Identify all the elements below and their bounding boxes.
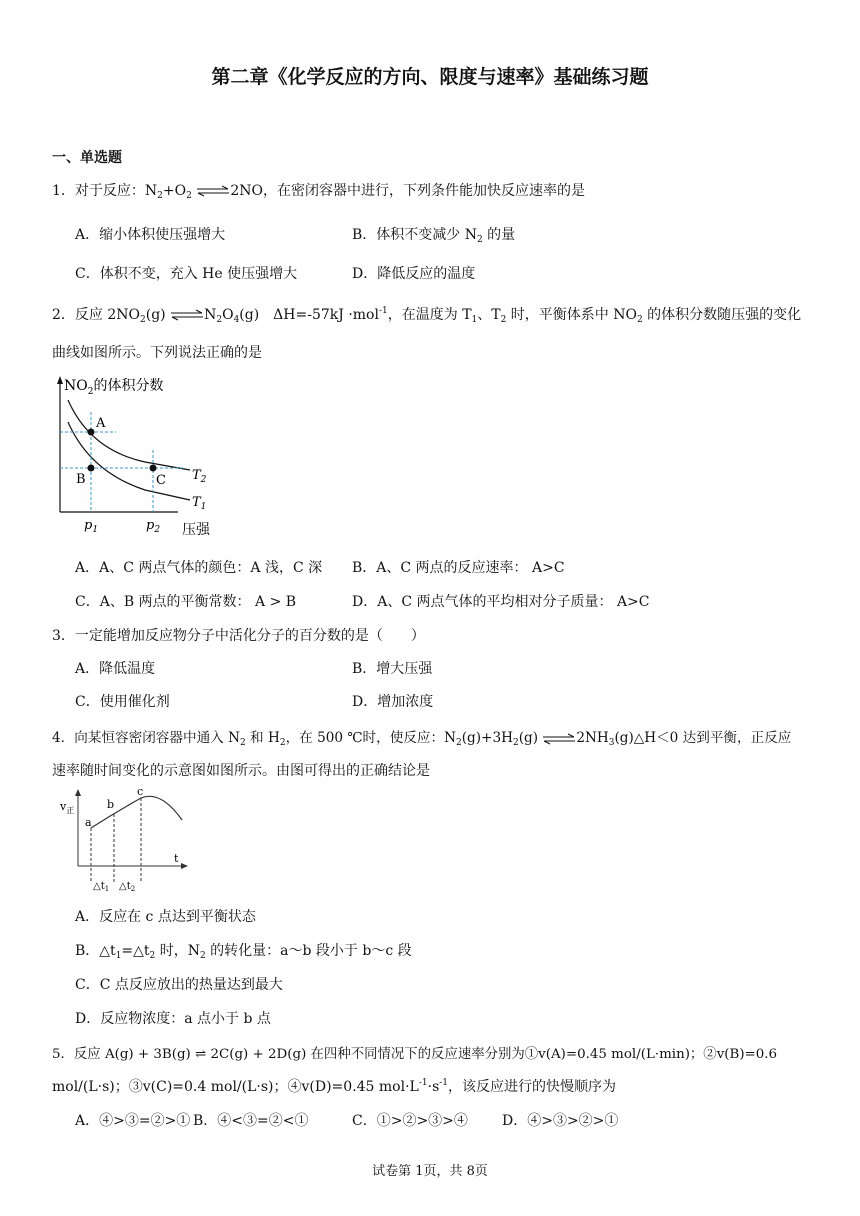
label-t2: $T_2$ — [192, 468, 207, 485]
label-b: B — [76, 472, 86, 487]
curve-t2 — [68, 400, 190, 470]
label-c: c — [137, 786, 144, 798]
label-a: a — [85, 816, 92, 829]
q2-option-d[interactable]: D．A、C 两点气体的平均相对分子质量： A>C — [352, 594, 650, 610]
equilibrium-arrow-icon — [196, 185, 230, 197]
y-axis-label: $NO_2$的体积分数 — [64, 378, 164, 397]
point-a — [88, 429, 95, 436]
point-b — [88, 465, 95, 472]
question-4-line2: 速率随时间变化的示意图如图所示。由图可得出的正确结论是 — [52, 763, 430, 779]
q5-option-b[interactable]: B．④<③=②<① — [193, 1113, 309, 1129]
q4-option-c[interactable]: C．C 点反应放出的热量达到最大 — [75, 977, 283, 993]
q1-option-b[interactable]: B．体积不变减少 $N_2$ 的量 — [352, 227, 516, 245]
question-2-line2: 曲线如图所示。下列说法正确的是 — [52, 345, 262, 361]
equilibrium-arrow-icon — [170, 309, 204, 321]
q1-option-d[interactable]: D．降低反应的温度 — [352, 266, 476, 282]
q1-option-a[interactable]: A．缩小体积使压强增大 — [75, 227, 226, 243]
page-footer: 试卷第 1页，共 8页 — [372, 1164, 488, 1179]
question-number: 1． — [52, 183, 75, 199]
question-5-line2: mol/(L·s)；③v(C)=0.4 mol/(L·s)；④v(D)=0.45 $mol\cdot L^{-1}\cdot s^{-1}$，该反应进行的快慢顺序为 — [52, 1078, 617, 1095]
x-axis-arrow-icon — [181, 863, 188, 869]
q4-option-a[interactable]: A．反应在 c 点达到平衡状态 — [75, 909, 256, 925]
section-heading: 一、单选题 — [52, 150, 122, 166]
x-axis-label: 压强 — [182, 522, 210, 538]
label-dt2: $\triangle t_2$ — [119, 881, 136, 893]
q2-option-c[interactable]: C．A、B 两点的平衡常数： A > B — [75, 594, 297, 610]
question-4: 4．向某恒容密闭容器中通入 $N_2$ 和 $H_2$，在 500 ℃时，使反应：$N_2(g)+3H_2(g)$ $2NH_3(g)\triangle H<0$ 达到平衡，正反应 — [52, 730, 792, 748]
label-p2: $p_2$ — [146, 518, 161, 535]
y-axis-arrow-icon — [57, 376, 63, 384]
question-2: 2．反应 $2NO_2(g)$ $N_2O_4(g)$ ΔH=-57kJ ·mol$^{-1}$，在温度为 $T_1$、$T_2$ 时，平衡体系中 $NO_2$ 的体积分数随压强的变化 — [52, 306, 802, 325]
label-dt1: $\triangle t_1$ — [93, 881, 110, 893]
label-t1: $T_1$ — [192, 495, 207, 512]
rate-curve — [91, 796, 182, 828]
label-a: A — [96, 416, 106, 431]
q5-option-d[interactable]: D．④>③>②>① — [502, 1113, 619, 1129]
q1-option-c[interactable]: C．体积不变，充入 He 使压强增大 — [75, 266, 298, 282]
x-axis-label: t — [174, 852, 179, 865]
q3-option-c[interactable]: C．使用催化剂 — [75, 694, 170, 710]
q5-option-a[interactable]: A．④>③=②>① — [75, 1113, 191, 1129]
q3-option-a[interactable]: A．降低温度 — [75, 661, 156, 677]
y-axis-arrow-icon — [75, 789, 81, 796]
page-title: 第二章《化学反应的方向、限度与速率》基础练习题 — [211, 66, 649, 88]
question-1: 1．对于反应：$N_2+O_2$ 2NO，在密闭容器中进行，下列条件能加快反应速率的是 — [52, 183, 585, 201]
question-3: 3．一定能增加反应物分子中活化分子的百分数的是（ ） — [52, 628, 425, 644]
q3-option-b[interactable]: B．增大压强 — [352, 661, 433, 677]
q3-option-d[interactable]: D．增加浓度 — [352, 694, 434, 710]
no2-volume-fraction-graph — [50, 372, 230, 542]
q4-option-b[interactable]: B．$\triangle t_1=\triangle t_2$ 时，$N_2$ 的转化量：a～b 段小于 b～c 段 — [75, 943, 412, 961]
equilibrium-arrow-icon — [542, 733, 576, 745]
q4-option-d[interactable]: D．反应物浓度：a 点小于 b 点 — [75, 1011, 271, 1027]
q2-option-a[interactable]: A．A、C 两点气体的颜色：A 浅，C 深 — [75, 560, 323, 576]
q2-option-b[interactable]: B．A、C 两点的反应速率： A>C — [352, 560, 565, 576]
point-c — [150, 465, 157, 472]
curve-t1 — [68, 422, 190, 500]
label-p1: $p_1$ — [84, 518, 99, 535]
rate-time-graph — [56, 786, 191, 896]
y-axis-label: $v_正$ — [60, 800, 75, 815]
question-5: 5．反应 A(g) + 3B(g) ⇌ 2C(g) + 2D(g) 在四种不同情况下的反应速率分别为①v(A)=0.45 mol/(L·min)；②v(B)=0.6 — [52, 1047, 778, 1062]
q5-option-c[interactable]: C．①>②>③>④ — [352, 1113, 468, 1129]
label-b: b — [107, 798, 115, 811]
label-c: C — [156, 473, 166, 488]
